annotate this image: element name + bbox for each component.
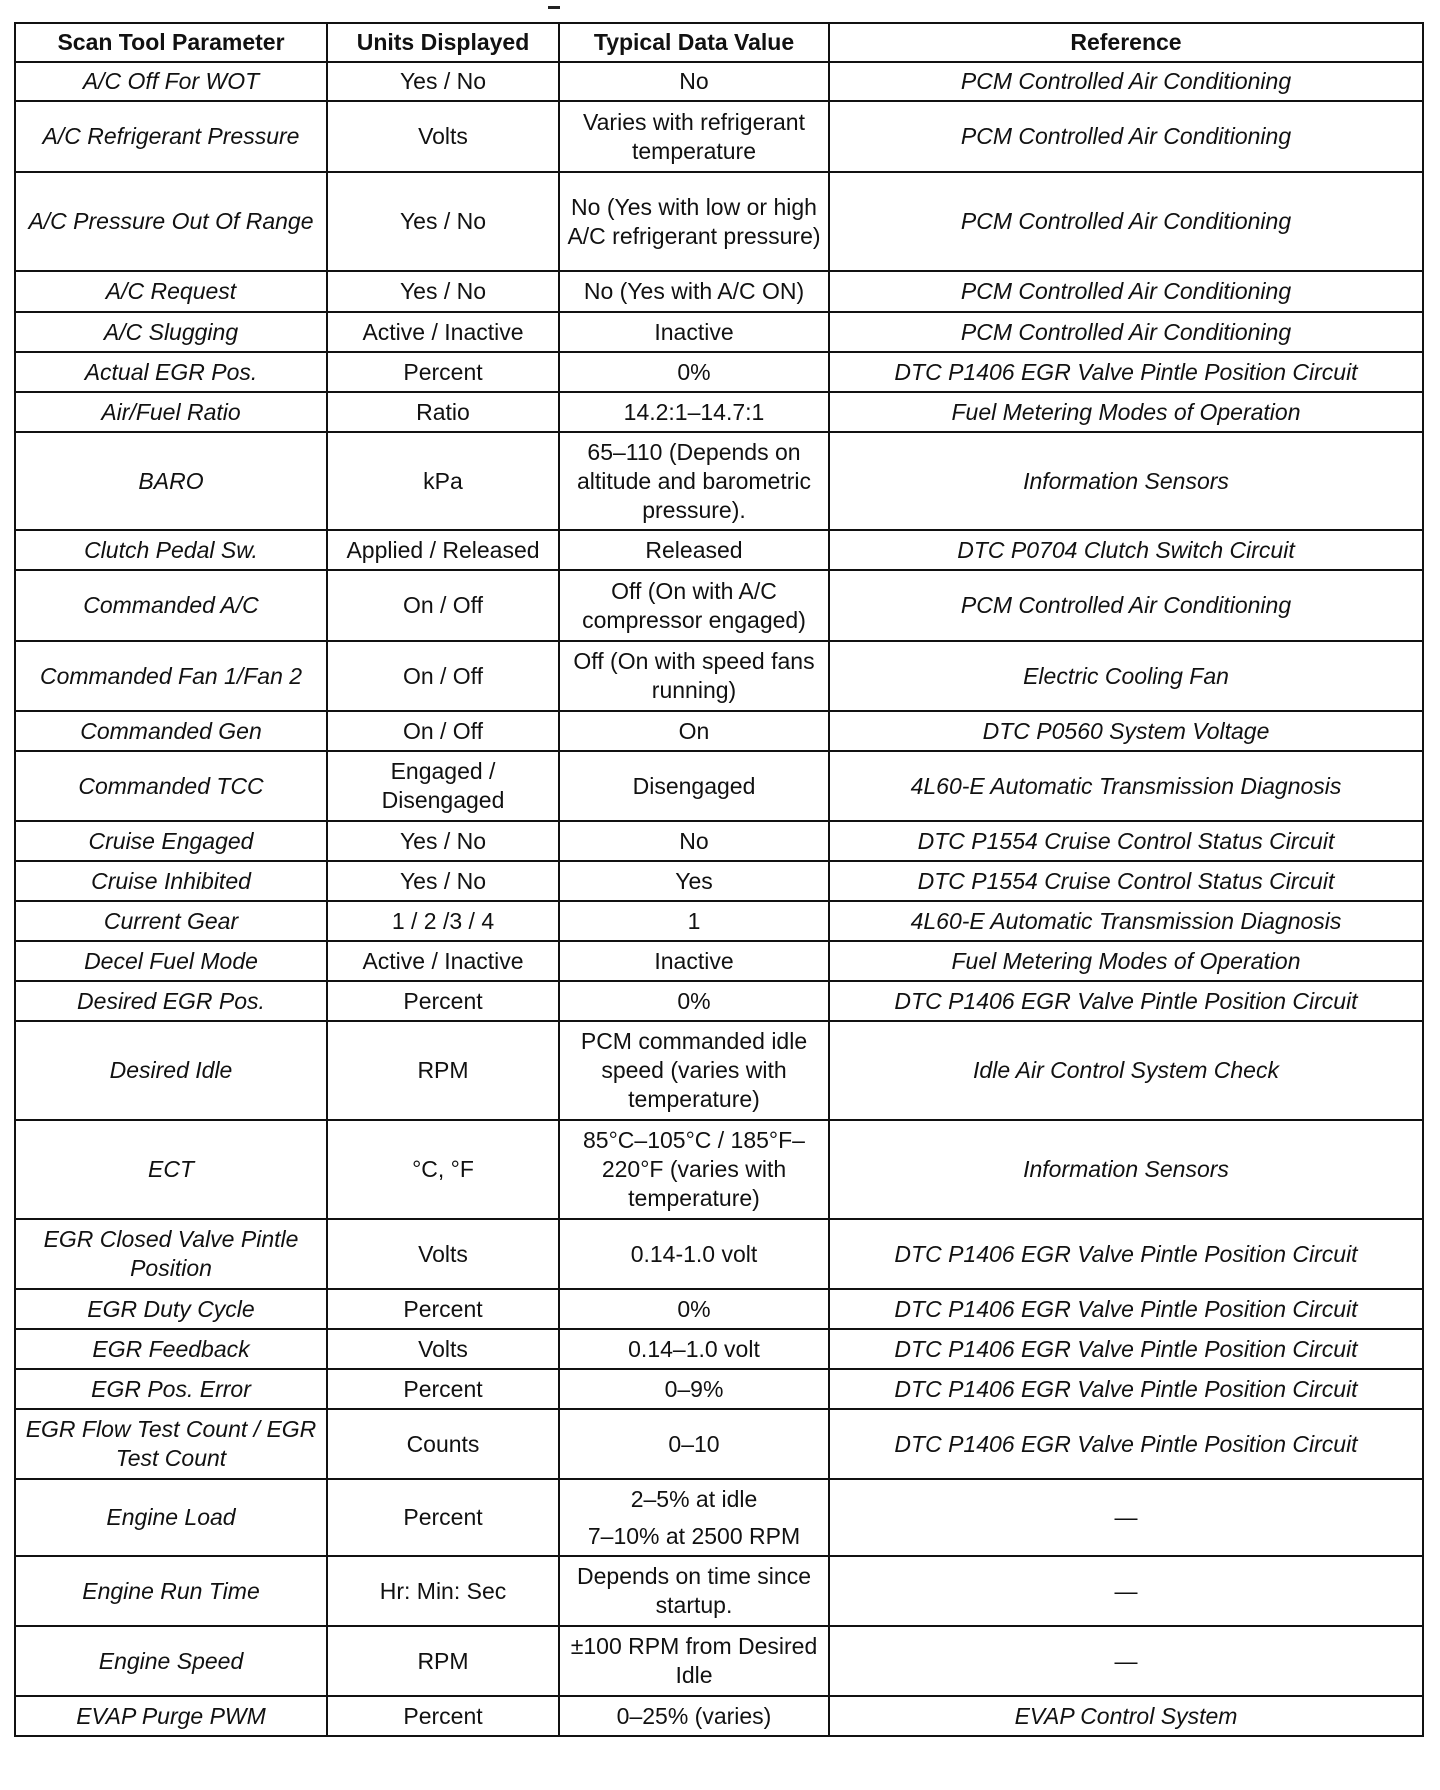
units-cell: Active / Inactive	[327, 312, 559, 352]
table-row	[15, 711, 1423, 751]
value-line: 7–10% at 2500 RPM	[587, 1522, 801, 1549]
param-cell: Cruise Inhibited	[15, 861, 327, 901]
param-cell: A/C Request	[15, 271, 327, 312]
param-cell: Commanded Gen	[15, 711, 327, 751]
units-cell: RPM	[327, 1626, 559, 1696]
table-row	[15, 1556, 1423, 1626]
units-cell: 1 / 2 /3 / 4	[327, 901, 559, 941]
param-cell: EGR Flow Test Count / EGR Test Count	[15, 1409, 327, 1479]
reference-cell: —	[829, 1626, 1423, 1696]
table-row	[15, 1409, 1423, 1479]
reference-cell: DTC P1406 EGR Valve Pintle Position Circuit	[829, 352, 1423, 392]
value-cell: No	[559, 62, 829, 101]
table-row	[15, 432, 1423, 530]
units-cell: Percent	[327, 1289, 559, 1329]
table-row	[15, 941, 1423, 981]
units-cell: Yes / No	[327, 172, 559, 271]
reference-cell: DTC P1406 EGR Valve Pintle Position Circuit	[829, 1289, 1423, 1329]
param-cell: Desired EGR Pos.	[15, 981, 327, 1021]
value-cell: 65–110 (Depends on altitude and barometric pressure).	[559, 432, 829, 530]
units-cell: Percent	[327, 981, 559, 1021]
value-cell: 0–9%	[559, 1369, 829, 1409]
table-row	[15, 1696, 1423, 1736]
value-cell: 85°C–105°C / 185°F–220°F (varies with temperature)	[559, 1120, 829, 1219]
table-row	[15, 1626, 1423, 1696]
units-cell: Percent	[327, 1369, 559, 1409]
reference-cell: —	[829, 1556, 1423, 1626]
reference-cell: Fuel Metering Modes of Operation	[829, 392, 1423, 432]
param-cell: Clutch Pedal Sw.	[15, 530, 327, 570]
units-cell: Engaged / Disengaged	[327, 751, 559, 821]
units-cell: Percent	[327, 1479, 559, 1556]
table-row	[15, 62, 1423, 101]
units-cell: On / Off	[327, 570, 559, 641]
units-cell: Ratio	[327, 392, 559, 432]
table-header-row	[15, 23, 1423, 62]
value-cell: Inactive	[559, 941, 829, 981]
reference-cell: DTC P1406 EGR Valve Pintle Position Circuit	[829, 1329, 1423, 1369]
reference-cell: DTC P1406 EGR Valve Pintle Position Circuit	[829, 981, 1423, 1021]
param-cell: Engine Load	[15, 1479, 327, 1556]
reference-cell: DTC P1406 EGR Valve Pintle Position Circuit	[829, 1219, 1423, 1289]
param-cell: Commanded TCC	[15, 751, 327, 821]
units-cell: Hr: Min: Sec	[327, 1556, 559, 1626]
table-row	[15, 821, 1423, 861]
value-cell: Off (On with A/C compressor engaged)	[559, 570, 829, 641]
units-cell: On / Off	[327, 641, 559, 711]
table-row	[15, 1289, 1423, 1329]
table-row	[15, 1219, 1423, 1289]
table-row	[15, 1120, 1423, 1219]
table-row	[15, 530, 1423, 570]
units-cell: Counts	[327, 1409, 559, 1479]
param-cell: A/C Refrigerant Pressure	[15, 101, 327, 172]
reference-cell: 4L60-E Automatic Transmission Diagnosis	[829, 901, 1423, 941]
value-cell	[559, 1479, 829, 1556]
units-cell: Percent	[327, 1696, 559, 1736]
param-cell: A/C Off For WOT	[15, 62, 327, 101]
param-cell: A/C Slugging	[15, 312, 327, 352]
reference-cell: DTC P0704 Clutch Switch Circuit	[829, 530, 1423, 570]
table-row	[15, 271, 1423, 312]
param-cell: Desired Idle	[15, 1021, 327, 1120]
table-row	[15, 861, 1423, 901]
value-cell: Inactive	[559, 312, 829, 352]
value-cell: Off (On with speed fans running)	[559, 641, 829, 711]
param-cell: Current Gear	[15, 901, 327, 941]
param-cell: Decel Fuel Mode	[15, 941, 327, 981]
table-row	[15, 1329, 1423, 1369]
units-cell: Yes / No	[327, 62, 559, 101]
units-cell: RPM	[327, 1021, 559, 1120]
table-row	[15, 172, 1423, 271]
scan-artifact-mark	[548, 6, 560, 9]
header-typical-data-value: Typical Data Value	[559, 23, 829, 62]
table-row	[15, 1479, 1423, 1556]
units-cell: kPa	[327, 432, 559, 530]
value-cell: No	[559, 821, 829, 861]
table-row	[15, 312, 1423, 352]
param-cell: EGR Duty Cycle	[15, 1289, 327, 1329]
value-cell: No (Yes with low or high A/C refrigerant pressure)	[559, 172, 829, 271]
scan-tool-data-table	[14, 22, 1424, 1737]
reference-cell: PCM Controlled Air Conditioning	[829, 62, 1423, 101]
value-cell: No (Yes with A/C ON)	[559, 271, 829, 312]
value-cell: Varies with refrigerant temperature	[559, 101, 829, 172]
table-row	[15, 392, 1423, 432]
value-cell: Depends on time since startup.	[559, 1556, 829, 1626]
units-cell: Yes / No	[327, 821, 559, 861]
table-row	[15, 352, 1423, 392]
units-cell: Volts	[327, 1219, 559, 1289]
value-cell: 1	[559, 901, 829, 941]
value-cell: PCM commanded idle speed (varies with temperature)	[559, 1021, 829, 1120]
value-line: 2–5% at idle	[630, 1485, 758, 1512]
reference-cell: PCM Controlled Air Conditioning	[829, 101, 1423, 172]
units-cell: Percent	[327, 352, 559, 392]
param-cell: ECT	[15, 1120, 327, 1219]
table-row	[15, 641, 1423, 711]
value-cell: Yes	[559, 861, 829, 901]
reference-cell: Information Sensors	[829, 1120, 1423, 1219]
table-row	[15, 981, 1423, 1021]
value-cell: 0.14-1.0 volt	[559, 1219, 829, 1289]
reference-cell: DTC P1406 EGR Valve Pintle Position Circuit	[829, 1369, 1423, 1409]
reference-cell: Idle Air Control System Check	[829, 1021, 1423, 1120]
table-row	[15, 101, 1423, 172]
value-cell: 0%	[559, 1289, 829, 1329]
table-row	[15, 901, 1423, 941]
value-cell: ±100 RPM from Desired Idle	[559, 1626, 829, 1696]
units-cell: On / Off	[327, 711, 559, 751]
param-cell: Cruise Engaged	[15, 821, 327, 861]
value-cell: Released	[559, 530, 829, 570]
param-cell: Air/Fuel Ratio	[15, 392, 327, 432]
header-scan-tool-parameter: Scan Tool Parameter	[15, 23, 327, 62]
param-cell: BARO	[15, 432, 327, 530]
param-cell: Engine Speed	[15, 1626, 327, 1696]
value-cell: 0–25% (varies)	[559, 1696, 829, 1736]
value-cell: 0.14–1.0 volt	[559, 1329, 829, 1369]
table-row	[15, 751, 1423, 821]
param-cell: Commanded Fan 1/Fan 2	[15, 641, 327, 711]
reference-cell: DTC P1554 Cruise Control Status Circuit	[829, 861, 1423, 901]
units-cell: Yes / No	[327, 271, 559, 312]
units-cell: °C, °F	[327, 1120, 559, 1219]
table-row	[15, 1369, 1423, 1409]
value-cell: 14.2:1–14.7:1	[559, 392, 829, 432]
units-cell: Applied / Released	[327, 530, 559, 570]
units-cell: Volts	[327, 101, 559, 172]
param-cell: EGR Pos. Error	[15, 1369, 327, 1409]
table-row	[15, 1021, 1423, 1120]
reference-cell: PCM Controlled Air Conditioning	[829, 172, 1423, 271]
reference-cell: 4L60-E Automatic Transmission Diagnosis	[829, 751, 1423, 821]
reference-cell: EVAP Control System	[829, 1696, 1423, 1736]
value-cell: On	[559, 711, 829, 751]
header-reference: Reference	[829, 23, 1423, 62]
value-cell: 0%	[559, 352, 829, 392]
param-cell: EVAP Purge PWM	[15, 1696, 327, 1736]
value-cell: 0–10	[559, 1409, 829, 1479]
param-cell: EGR Feedback	[15, 1329, 327, 1369]
table-row	[15, 570, 1423, 641]
param-cell: Engine Run Time	[15, 1556, 327, 1626]
reference-cell: —	[829, 1479, 1423, 1556]
reference-cell: PCM Controlled Air Conditioning	[829, 271, 1423, 312]
param-cell: A/C Pressure Out Of Range	[15, 172, 327, 271]
units-cell: Yes / No	[327, 861, 559, 901]
param-cell: Actual EGR Pos.	[15, 352, 327, 392]
units-cell: Volts	[327, 1329, 559, 1369]
reference-cell: DTC P1406 EGR Valve Pintle Position Circuit	[829, 1409, 1423, 1479]
units-cell: Active / Inactive	[327, 941, 559, 981]
param-cell: Commanded A/C	[15, 570, 327, 641]
reference-cell: Information Sensors	[829, 432, 1423, 530]
reference-cell: DTC P1554 Cruise Control Status Circuit	[829, 821, 1423, 861]
reference-cell: DTC P0560 System Voltage	[829, 711, 1423, 751]
reference-cell: PCM Controlled Air Conditioning	[829, 570, 1423, 641]
header-units-displayed: Units Displayed	[327, 23, 559, 62]
reference-cell: Fuel Metering Modes of Operation	[829, 941, 1423, 981]
value-cell: Disengaged	[559, 751, 829, 821]
param-cell: EGR Closed Valve Pintle Position	[15, 1219, 327, 1289]
value-cell: 0%	[559, 981, 829, 1021]
reference-cell: Electric Cooling Fan	[829, 641, 1423, 711]
reference-cell: PCM Controlled Air Conditioning	[829, 312, 1423, 352]
